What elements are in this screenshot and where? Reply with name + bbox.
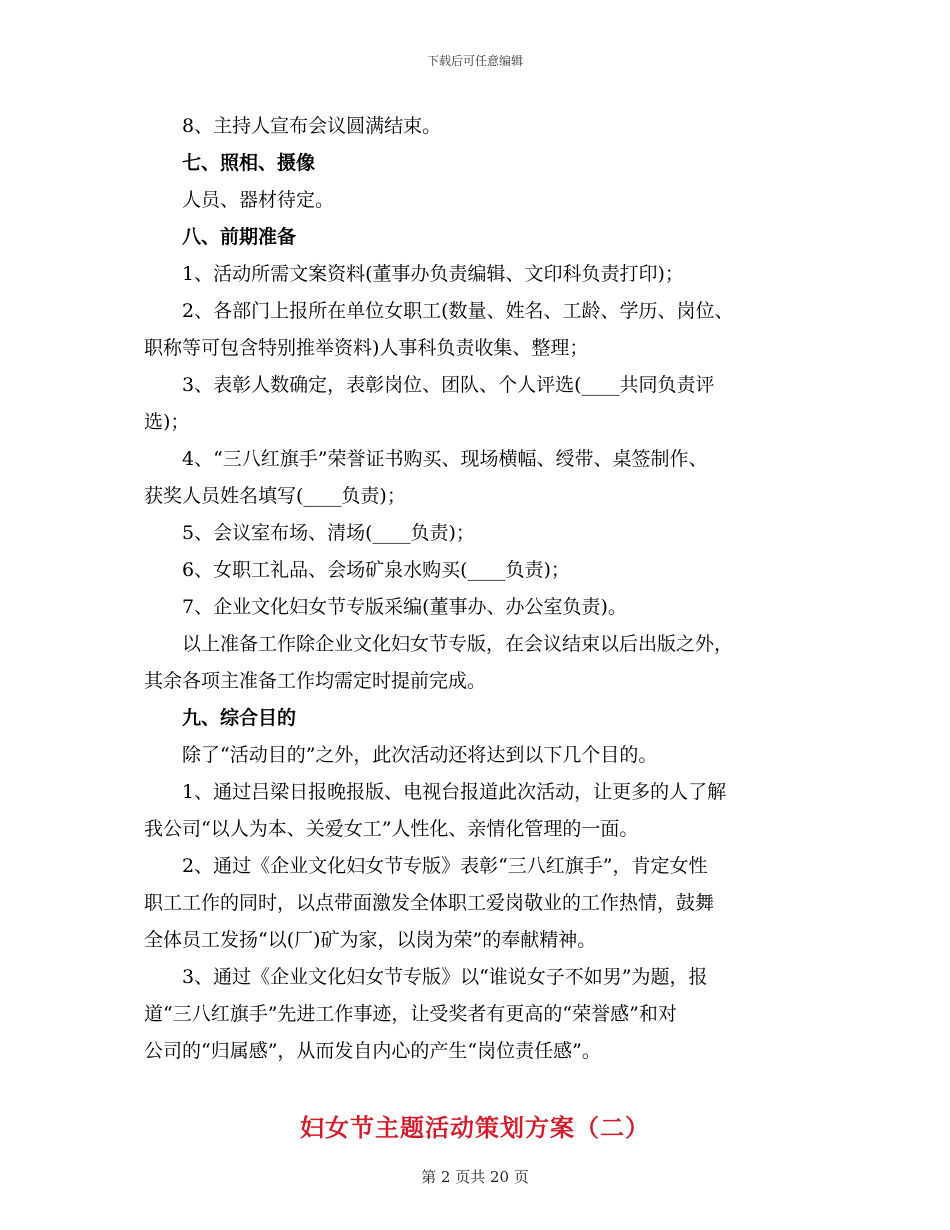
paragraph-goal-3: 3、通过《企业文化妇女节专版》以“谁说女子不如男”为题，报 <box>182 966 708 988</box>
document-body <box>144 108 804 1070</box>
paragraph-prep-7: 7、企业文化妇女节专版采编(董事办、办公室负责)。 <box>182 596 627 618</box>
paragraph-goal-2: 2、通过《企业文化妇女节专版》表彰“三八红旗手”，肯定女性 <box>182 855 708 877</box>
section-title: 妇女节主题活动策划方案（二） <box>300 1113 650 1142</box>
paragraph-goal-2-cont: 职工工作的同时，以点带面激发全体职工爱岗敬业的工作热情，鼓舞 <box>144 892 715 914</box>
paragraph-goals-intro: 除了“活动目的”之外，此次活动还将达到以下几个目的。 <box>182 744 658 766</box>
page-footer: 第 2 页共 20 页 <box>421 1168 529 1186</box>
paragraph-goal-1-cont: 我公司“以人为本、关爱女工”人性化、亲情化管理的一面。 <box>144 818 639 840</box>
paragraph-prep-summary: 以上准备工作除企业文化妇女节专版，在会议结束以后出版之外， <box>182 633 734 655</box>
paragraph-goal-2-cont2: 全体员工发扬“以(厂)矿为家，以岗为荣”的奉献精神。 <box>144 929 597 951</box>
paragraph-prep-3: 3、表彰人数确定，表彰岗位、团队、个人评选(____共同负责评 <box>182 374 715 396</box>
paragraph-goal-3-cont: 道“三八红旗手”先进工作事迹，让受奖者有更高的“荣誉感”和对 <box>144 1003 677 1025</box>
section-heading-9: 九、综合目的 <box>182 707 297 729</box>
paragraph-prep-4: 4、“三八红旗手”荣誉证书购买、现场横幅、绶带、桌签制作、 <box>182 448 708 470</box>
paragraph-goal-1: 1、通过吕梁日报晚报版、电视台报道此次活动，让更多的人了解 <box>182 781 727 803</box>
page-header: 下载后可任意编辑 <box>426 54 523 68</box>
paragraph-prep-4-cont: 获奖人员姓名填写(____负责)； <box>144 485 406 507</box>
paragraph-prep-summary-cont: 其余各项主准备工作均需定时提前完成。 <box>144 670 487 692</box>
paragraph-goal-3-cont2: 公司的“归属感”，从而发自内心的产生“岗位责任感”。 <box>144 1040 601 1062</box>
section-heading-7: 七、照相、摄像 <box>182 152 316 174</box>
paragraph-prep-2-cont: 职称等可包含特别推举资料)人事科负责收集、整理； <box>144 337 589 359</box>
paragraph-item-8: 8、主持人宣布会议圆满结束。 <box>182 115 442 137</box>
paragraph-personnel: 人员、器材待定。 <box>182 189 335 211</box>
paragraph-prep-5: 5、会议室布场、清场(____负责)； <box>182 522 475 544</box>
paragraph-prep-2: 2、各部门上报所在单位女职工(数量、姓名、工龄、学历、岗位、 <box>182 300 734 322</box>
paragraph-prep-1: 1、活动所需文案资料(董事办负责编辑、文印科负责打印)； <box>182 263 684 285</box>
section-heading-8: 八、前期准备 <box>182 226 297 248</box>
paragraph-prep-3-cont: 选)； <box>144 411 190 433</box>
paragraph-prep-6: 6、女职工礼品、会场矿泉水购买(____负责)； <box>182 559 570 581</box>
